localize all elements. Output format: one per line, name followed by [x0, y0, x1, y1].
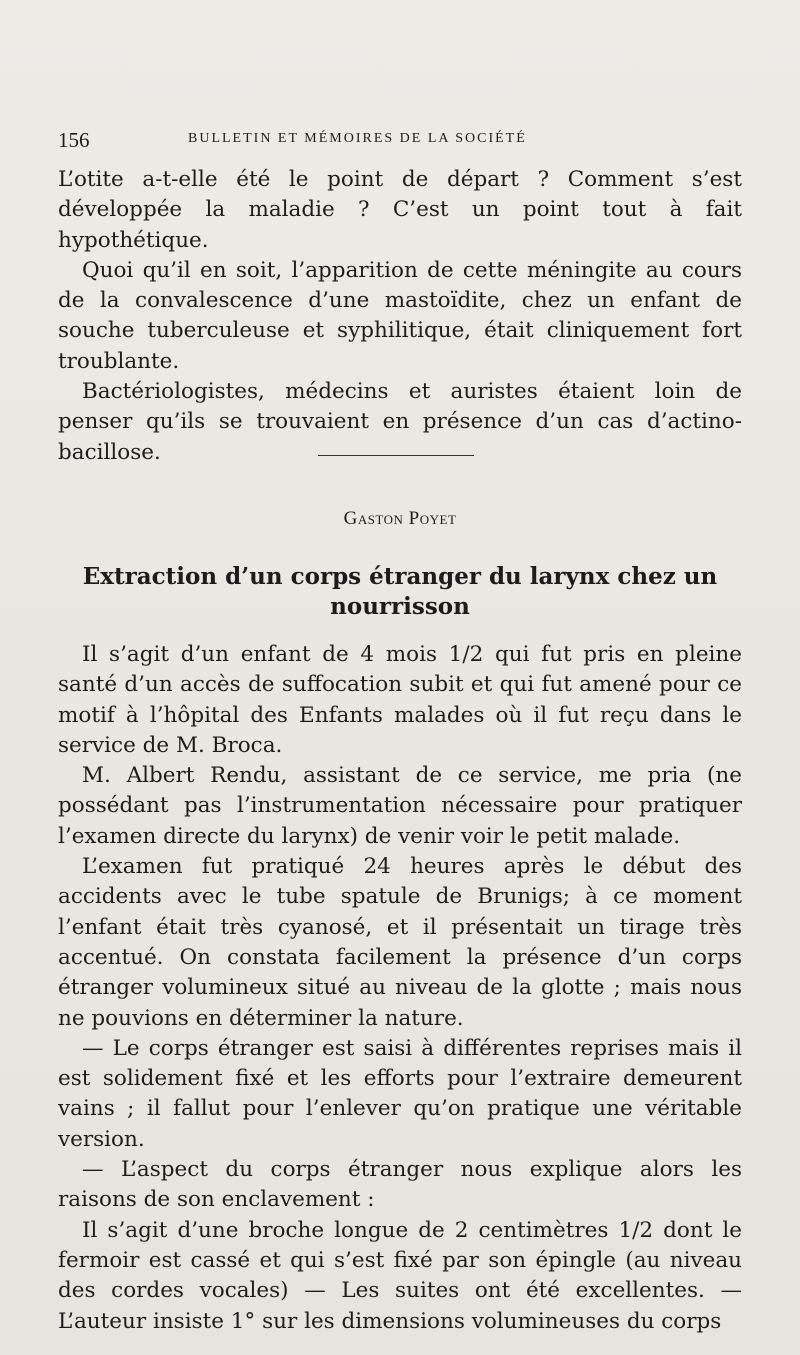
page-header: [58, 128, 748, 156]
paragraph: — L’aspect du corps étranger nous explique alors les raisons de son enclavement :: [58, 1157, 742, 1213]
article-title: Extraction d’un corps étranger du larynx chez un nourrisson: [82, 563, 718, 620]
section-continuation: [58, 165, 742, 468]
paragraph: Il s’agit d’un enfant de 4 mois 1/2 qui fut pris en pleine santé d’un accès de suffocation subit et qui fut amené pour ce motif à l’hôpital des Enfants malades où il fut reçu dans le service de M. Broca.: [58, 642, 742, 758]
section-divider: [318, 455, 474, 456]
paragraph: Il s’agit d’une broche longue de 2 centimètres 1/2 dont le fermoir est cassé et qui s’est fixé par son épingle (au niveau des cordes vocales) — Les suites ont été excellentes. — L’auteur insiste 1° sur les dimensions volumineuses du corps: [58, 1217, 742, 1334]
paragraph: Bactériologistes, médecins et auristes étaient loin de penser qu’ils se trouvaient en présence d’un cas d’actino-bacillose.: [58, 379, 742, 465]
paragraph: L’otite a-t-elle été le point de départ ? Comment s’est développée la maladie ? C’est un point tout à fait hypothétique.: [58, 167, 742, 253]
author-name: Gaston Poyet: [343, 508, 457, 529]
page-number: 156: [58, 128, 90, 152]
paragraph: M. Albert Rendu, assistant de ce service, me pria (ne possédant pas l’instrumentation nécessaire pour pratiquer l’examen directe du larynx) de venir voir le petit malade.: [58, 763, 742, 849]
article-body: [58, 640, 742, 1337]
paragraph: L’examen fut pratiqué 24 heures après le début des accidents avec le tube spatule de Brunigs; à ce moment l’enfant était très cyanosé, et il présentait un tirage très accentué. On constata facilement la présence d’un corps étranger volumineux situé au niveau de la glotte ; mais nous ne pouvions en déterminer la nature.: [58, 854, 742, 1031]
running-head: BULLETIN ET MÉMOIRES DE LA SOCIÉTÉ: [188, 131, 527, 146]
paragraph: — Le corps étranger est saisi à différentes reprises mais il est solidement fixé et les efforts pour l’extraire demeurent vains ; il fallut pour l’enlever qu’on pratique une véritable version.: [58, 1035, 742, 1152]
paragraph: Quoi qu’il en soit, l’apparition de cette méningite au cours de la convalescence d’une mastoïdite, chez un enfant de souche tuberculeuse et syphilitique, était cliniquement fort troublante.: [58, 257, 742, 374]
